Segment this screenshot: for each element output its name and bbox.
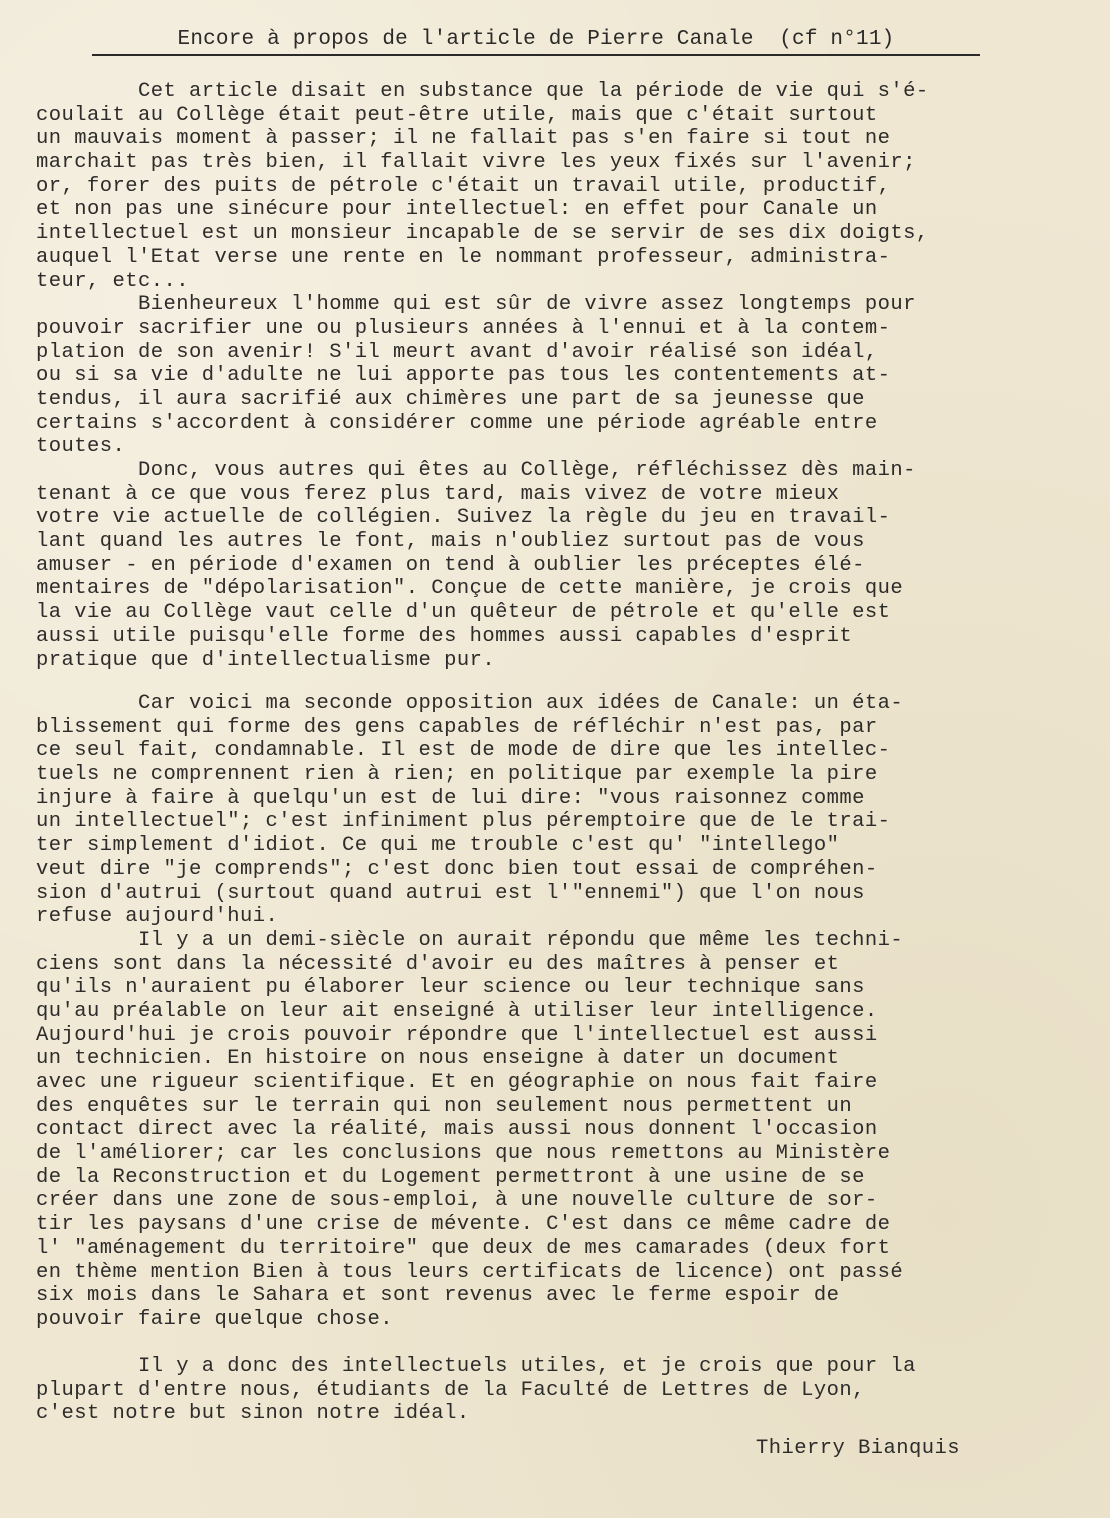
- text-line: pratique que d'intellectualisme pur.: [36, 648, 496, 672]
- text-line: Car voici ma seconde opposition aux idées de Canale: un éta-: [36, 692, 904, 715]
- paragraph-group-1: [36, 80, 1076, 459]
- text-line: coulait au Collège était peut-être utile, mais que c'était surtout: [36, 103, 878, 127]
- text-line: contact direct avec la réalité, mais aussi nous donnent l'occasion: [36, 1118, 878, 1142]
- text-line: des enquêtes sur le terrain qui non seulement nous permettent un: [36, 1094, 853, 1118]
- text-line: tendus, il aura sacrifié aux chimères une part de sa jeunesse que: [36, 387, 865, 411]
- paragraph-group-3: [36, 692, 1076, 1332]
- text-line: teur, etc...: [36, 269, 190, 293]
- text-line: plation de son avenir! S'il meurt avant d'avoir réalisé son idéal,: [36, 340, 878, 364]
- text-line: et non pas une sinécure pour intellectuel: en effet pour Canale un: [36, 198, 878, 222]
- text-line: Aujourd'hui je crois pouvoir répondre que l'intellectuel est aussi: [36, 1023, 878, 1047]
- text-line: en thème mention Bien à tous leurs certificats de licence) ont passé: [36, 1260, 904, 1284]
- text-line: refuse aujourd'hui.: [36, 905, 279, 929]
- text-line: pouvoir sacrifier une ou plusieurs années à l'ennui et à la contem-: [36, 316, 891, 340]
- text-line: c'est notre but sinon notre idéal.: [36, 1402, 470, 1426]
- text-line: Donc, vous autres qui êtes au Collège, réfléchissez dès main-: [36, 459, 916, 482]
- paragraph-group-4: [36, 1355, 1076, 1426]
- text-line: ce seul fait, condamnable. Il est de mode de dire que les intellec-: [36, 739, 891, 763]
- text-line: Il y a un demi-siècle on aurait répondu que même les techni-: [36, 928, 904, 952]
- text-line: créer dans une zone de sous-emploi, à une nouvelle culture de sor-: [36, 1189, 878, 1213]
- text-line: six mois dans le Sahara et sont revenus avec le ferme espoir de: [36, 1284, 840, 1308]
- text-line: un intellectuel"; c'est infiniment plus péremptoire que de le trai-: [36, 810, 891, 834]
- text-line: plupart d'entre nous, étudiants de la Faculté de Lettres de Lyon,: [36, 1378, 865, 1402]
- text-line: avec une rigueur scientifique. Et en géographie on nous fait faire: [36, 1071, 878, 1094]
- author-signature: Thierry Bianquis: [756, 1437, 961, 1460]
- text-line: qu'ils n'auraient pu élaborer leur science ou leur technique sans: [36, 976, 865, 1000]
- text-line: certains s'accordent à considérer comme une période agréable entre: [36, 411, 878, 435]
- text-line: Cet article disait en substance que la période de vie qui s'é-: [36, 80, 929, 103]
- text-line: aussi utile puisqu'elle forme des hommes aussi capables d'esprit: [36, 624, 853, 648]
- text-line: l' "aménagement du territoire" que deux de mes camarades (deux fort: [36, 1236, 891, 1260]
- text-line: auquel l'Etat verse une rente en le nommant professeur, administra-: [36, 245, 891, 269]
- text-line: tuels ne comprennent rien à rien; en politique par exemple la pire: [36, 763, 878, 787]
- text-line: tir les paysans d'une crise de mévente. C'est dans ce même cadre de: [36, 1213, 891, 1237]
- text-line: pouvoir faire quelque chose.: [36, 1307, 394, 1331]
- text-line: Il y a donc des intellectuels utiles, et je crois que pour la: [36, 1355, 916, 1378]
- text-line: or, forer des puits de pétrole c'était un travail utile, productif,: [36, 174, 891, 198]
- text-line: amuser - en période d'examen on tend à oublier les préceptes élé-: [36, 553, 865, 577]
- paragraph-group-2: [36, 459, 1076, 672]
- article-title: Encore à propos de l'article de Pierre Canale (cf n°11): [92, 28, 980, 56]
- text-line: ciens sont dans la nécessité d'avoir eu des maîtres à penser et: [36, 952, 840, 976]
- text-line: de l'améliorer; car les conclusions que nous remettons au Ministère: [36, 1142, 891, 1166]
- text-line: toutes.: [36, 435, 126, 459]
- text-line: un technicien. En histoire on nous enseigne à dater un document: [36, 1047, 840, 1071]
- text-line: mentaires de "dépolarisation". Conçue de cette manière, je crois que: [36, 577, 904, 601]
- text-line: qu'au préalable on leur ait enseigné à utiliser leur intelligence.: [36, 999, 878, 1023]
- text-line: votre vie actuelle de collégien. Suivez la règle du jeu en travail-: [36, 506, 891, 530]
- text-line: de la Reconstruction et du Logement permettront à une usine de se: [36, 1165, 865, 1189]
- text-line: sion d'autrui (surtout quand autrui est l'"ennemi") que l'on nous: [36, 881, 865, 905]
- text-line: intellectuel est un monsieur incapable de se servir de ses dix doigts,: [36, 222, 929, 246]
- text-line: ter simplement d'idiot. Ce qui me trouble c'est qu' "intellego": [36, 834, 840, 858]
- text-line: Bienheureux l'homme qui est sûr de vivre assez longtemps pour: [36, 293, 916, 317]
- text-line: un mauvais moment à passer; il ne fallait pas s'en faire si tout ne: [36, 127, 891, 151]
- text-line: blissement qui forme des gens capables de réfléchir n'est pas, par: [36, 715, 878, 739]
- text-line: lant quand les autres le font, mais n'oubliez surtout pas de vous: [36, 530, 865, 554]
- text-line: tenant à ce que vous ferez plus tard, mais vivez de votre mieux: [36, 482, 840, 506]
- text-line: veut dire "je comprends"; c'est donc bien tout essai de compréhen-: [36, 857, 878, 881]
- text-line: injure à faire à quelqu'un est de lui dire: "vous raisonnez comme: [36, 786, 865, 810]
- text-line: la vie au Collège vaut celle d'un quêteur de pétrole et qu'elle est: [36, 601, 891, 625]
- text-line: marchait pas très bien, il fallait vivre les yeux fixés sur l'avenir;: [36, 151, 916, 175]
- text-line: ou si sa vie d'adulte ne lui apporte pas tous les contentements at-: [36, 364, 891, 388]
